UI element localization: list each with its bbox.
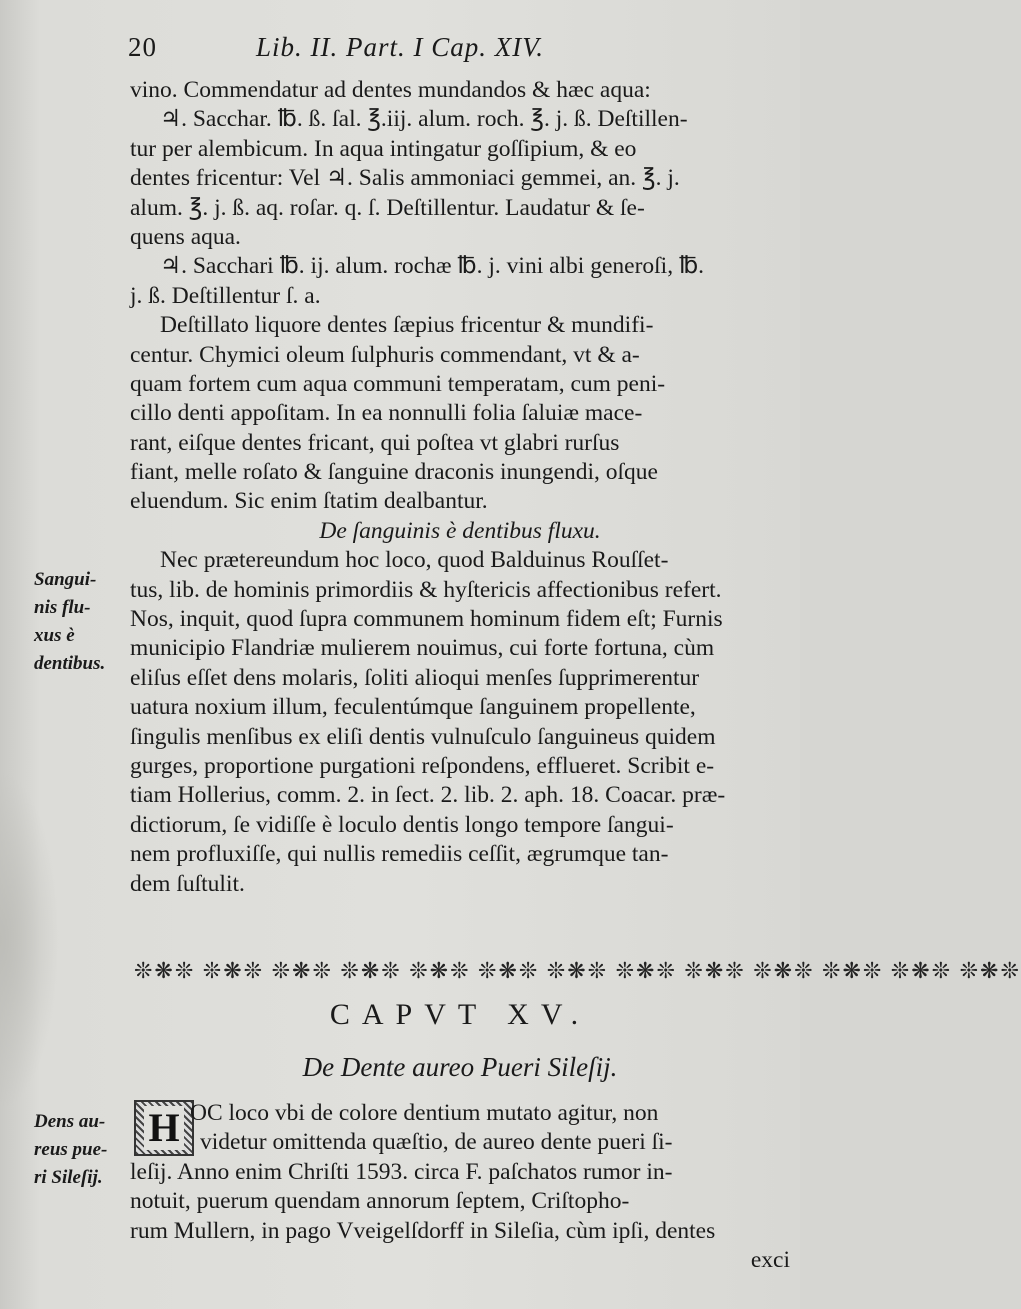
margin-note-line: reus pue- <box>34 1139 108 1160</box>
paragraph-line: tur per alembicum. In aqua intingatur goſſipium, & eo <box>130 135 637 162</box>
margin-note-golden-tooth <box>34 1108 126 1192</box>
quotation-line: eliſus eſſet dens molaris, ſoliti alioqui menſes ſupprimerentur <box>130 664 700 691</box>
quotation-line: gurges, proportione purgationi reſpondens, efflueret. Scribit e- <box>130 752 715 779</box>
paragraph-line: quam fortem cum aqua communi temperatam, cum peni- <box>130 370 666 397</box>
paragraph-line: alum. ℥. j. ß. aq. roſar. q. ſ. Deſtillentur. Laudatur & ſe- <box>130 194 645 221</box>
paragraph-line: Deſtillato liquore dentes ſæpius fricentur & mundifi- <box>160 312 654 339</box>
body-text-bottom <box>130 1098 790 1274</box>
paragraph-line: ♃. Sacchari ℔. ij. alum. rochæ ℔. j. vini albi generoſi, ℔. <box>160 253 705 280</box>
paragraph-line: vino. Commendatur ad dentes mundandos & hæc aqua: <box>130 77 651 103</box>
margin-note-bleeding <box>34 566 126 678</box>
quotation-line: uatura noxium illum, feculentúmque ſanguinem propellente, <box>130 694 696 721</box>
quotation-line: tus, lib. de hominis primordiis & hyſtericis affectionibus refert. <box>130 576 722 603</box>
paragraph-line: cillo denti appoſitam. In ea nonnulli folia ſaluiæ mace- <box>130 400 643 427</box>
margin-note-line: ri Sileſij. <box>34 1167 103 1188</box>
quotation-line: dictiorum, ſe vidiſſe è loculo dentis longo tempore ſangui- <box>130 811 674 838</box>
paragraph-line: eluendum. Sic enim ſtatim dealbantur. <box>130 488 488 515</box>
margin-note-line: Dens au- <box>34 1111 106 1132</box>
quotation-line: tiam Hollerius, comm. 2. in ſect. 2. lib. 2. aph. 18. Coacar. præ- <box>130 782 726 809</box>
margin-note-line: xus è <box>34 625 75 646</box>
catchword: exci <box>750 1246 790 1273</box>
paragraph-line: ♃. Sacchar. ℔. ß. ſal. ℥.iij. alum. roch. ℥. j. ß. Deſtillen- <box>160 106 688 133</box>
quotation-line: nem profluxiſſe, qui nullis remediis ceſſit, ægrumque tan- <box>130 841 669 868</box>
paragraph-line: quens aqua. <box>130 223 241 250</box>
drop-cap-letter: H <box>144 1106 183 1150</box>
quotation-line: Nos, inquit, quod ſupra communem hominum fidem eſt; Furnis <box>130 606 723 633</box>
quotation-line: municipio Flandriæ mulierem nouimus, cui forte fortuna, cùm <box>130 635 715 662</box>
chapter-line: rum Mullern, in pago Vveigelſdorff in Sileſia, cùm ipſi, dentes <box>130 1217 716 1244</box>
margin-note-line: Sangui- <box>34 569 97 590</box>
paragraph-line: fiant, melle roſato & ſanguine draconis inungendi, oſque <box>130 459 658 486</box>
ornament-rule: ❊❋❊ ❊❋❊ ❊❋❊ ❊❋❊ ❊❋❊ ❊❋❊ ❊❋❊ ❊❋❊ ❊❋❊ ❊❋❊ ❊❋❊ ❊❋❊ ❊❋❊ <box>134 958 1021 983</box>
chapter-line: OC loco vbi de colore dentium mutato agitur, non <box>190 1100 659 1126</box>
paragraph-line: dentes fricentur: Vel ♃. Salis ammoniaci gemmei, an. ℥. j. <box>130 165 680 192</box>
paragraph-line: rant, eiſque dentes fricant, qui poſtea vt glabri rurſus <box>130 429 620 456</box>
chapter-line: videtur omittenda quæſtio, de aureo dente pueri ſi- <box>200 1129 673 1156</box>
chapter-line: notuit, puerum quendam annorum ſeptem, Criſtopho- <box>130 1188 630 1215</box>
paragraph-line: j. ß. Deſtillentur ſ. a. <box>130 282 321 309</box>
quotation-line: ſingulis menſibus ex eliſi dentis vulnuſculo ſanguineus quidem <box>130 723 716 750</box>
page-stain <box>0 770 60 1110</box>
paragraph-line: centur. Chymici oleum ſulphuris commendant, vt & a- <box>130 341 640 368</box>
margin-note-line: dentibus. <box>34 653 106 674</box>
section-heading: De ſanguinis è dentibus fluxu. <box>319 517 601 544</box>
body-text-top <box>130 76 790 899</box>
quotation-line: dem ſuſtulit. <box>130 870 245 897</box>
quotation-line: Nec prætereundum hoc loco, quod Balduinus Rouſſet- <box>160 547 669 574</box>
running-title: Lib. II. Part. I Cap. XIV. <box>256 32 544 62</box>
chapter-title: CAPVT XV. <box>329 998 591 1031</box>
margin-note-line: nis flu- <box>34 597 91 618</box>
chapter-subtitle: De Dente aureo Pueri Sileſij. <box>302 1052 618 1082</box>
page-number: 20 <box>128 32 157 62</box>
chapter-line: leſij. Anno enim Chriſti 1593. circa F. paſchatos rumor in- <box>130 1158 673 1185</box>
